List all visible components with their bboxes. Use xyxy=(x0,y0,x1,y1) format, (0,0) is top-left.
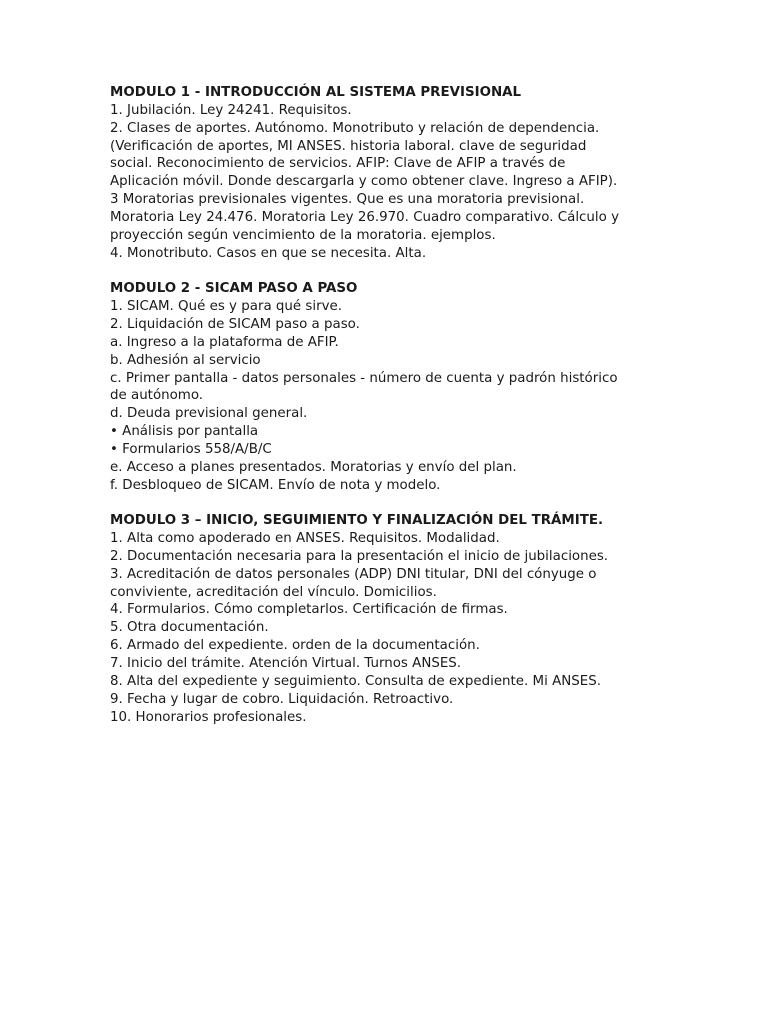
module-1-title: MODULO 1 - INTRODUCCIÓN AL SISTEMA PREVISIONAL xyxy=(110,85,522,100)
section-spacer xyxy=(110,494,670,512)
module-1-line: Moratoria Ley 24.476. Moratoria Ley 26.970. Cuadro comparativo. Cálculo y xyxy=(110,209,620,225)
module-2-line: f. Desbloqueo de SICAM. Envío de nota y modelo. xyxy=(110,477,441,493)
module-3-line: 3. Acreditación de datos personales (ADP) DNI titular, DNI del cónyuge o xyxy=(110,566,597,582)
module-2-line: • Análisis por pantalla xyxy=(110,424,259,440)
document-page xyxy=(110,84,670,726)
module-3-line: 10. Honorarios profesionales. xyxy=(110,709,307,725)
module-3-line: 9. Fecha y lugar de cobro. Liquidación. Retroactivo. xyxy=(110,691,454,707)
module-1-line: 4. Monotributo. Casos en que se necesita. Alta. xyxy=(110,245,427,261)
module-3-line: 5. Otra documentación. xyxy=(110,620,269,636)
module-1-line: 1. Jubilación. Ley 24241. Requisitos. xyxy=(110,102,352,118)
module-1-line: proyección según vencimiento de la moratoria. ejemplos. xyxy=(110,227,496,243)
module-1-line: social. Reconocimiento de servicios. AFIP: Clave de AFIP a través de xyxy=(110,156,566,172)
module-2-line: • Formularios 558/A/B/C xyxy=(110,441,272,457)
module-3-line: 8. Alta del expediente y seguimiento. Consulta de expediente. Mi ANSES. xyxy=(110,673,601,689)
module-2-line: b. Adhesión al servicio xyxy=(110,352,261,368)
module-2-title: MODULO 2 - SICAM PASO A PASO xyxy=(110,281,358,297)
module-1-line: 3 Moratorias previsionales vigentes. Que es una moratoria previsional. xyxy=(110,192,585,208)
module-2-line: de autónomo. xyxy=(110,388,204,404)
module-2-line: d. Deuda previsional general. xyxy=(110,406,308,422)
module-3-line: 1. Alta como apoderado en ANSES. Requisitos. Modalidad. xyxy=(110,531,500,547)
module-1-line: 2. Clases de aportes. Autónomo. Monotributo y relación de dependencia. xyxy=(110,120,600,136)
module-2-line: 1. SICAM. Qué es y para qué sirve. xyxy=(110,299,343,315)
module-3-line: conviviente, acreditación del vínculo. Domicilios. xyxy=(110,584,437,600)
module-1-line: Aplicación móvil. Donde descargarla y como obtener clave. Ingreso a AFIP). xyxy=(110,174,618,190)
module-3-title: MODULO 3 – INICIO, SEGUIMIENTO Y FINALIZACIÓN DEL TRÁMITE. xyxy=(110,513,604,529)
module-3-line: 4. Formularios. Cómo completarlos. Certificación de firmas. xyxy=(110,602,508,618)
module-2-line: 2. Liquidación de SICAM paso a paso. xyxy=(110,316,360,332)
module-2-line: e. Acceso a planes presentados. Moratorias y envío del plan. xyxy=(110,459,517,475)
module-2-line: a. Ingreso a la plataforma de AFIP. xyxy=(110,334,339,350)
module-2-line: c. Primer pantalla - datos personales - número de cuenta y padrón histórico xyxy=(110,370,618,386)
module-1-line: (Verificación de aportes, MI ANSES. historia laboral. clave de seguridad xyxy=(110,138,587,154)
module-3-line: 6. Armado del expediente. orden de la documentación. xyxy=(110,638,480,654)
section-spacer xyxy=(110,262,670,280)
module-3-line: 2. Documentación necesaria para la presentación el inicio de jubilaciones. xyxy=(110,548,609,564)
module-1-section xyxy=(110,84,670,262)
module-3-line: 7. Inicio del trámite. Atención Virtual. Turnos ANSES. xyxy=(110,656,462,671)
module-2-section xyxy=(110,280,670,494)
module-3-section xyxy=(110,512,670,726)
